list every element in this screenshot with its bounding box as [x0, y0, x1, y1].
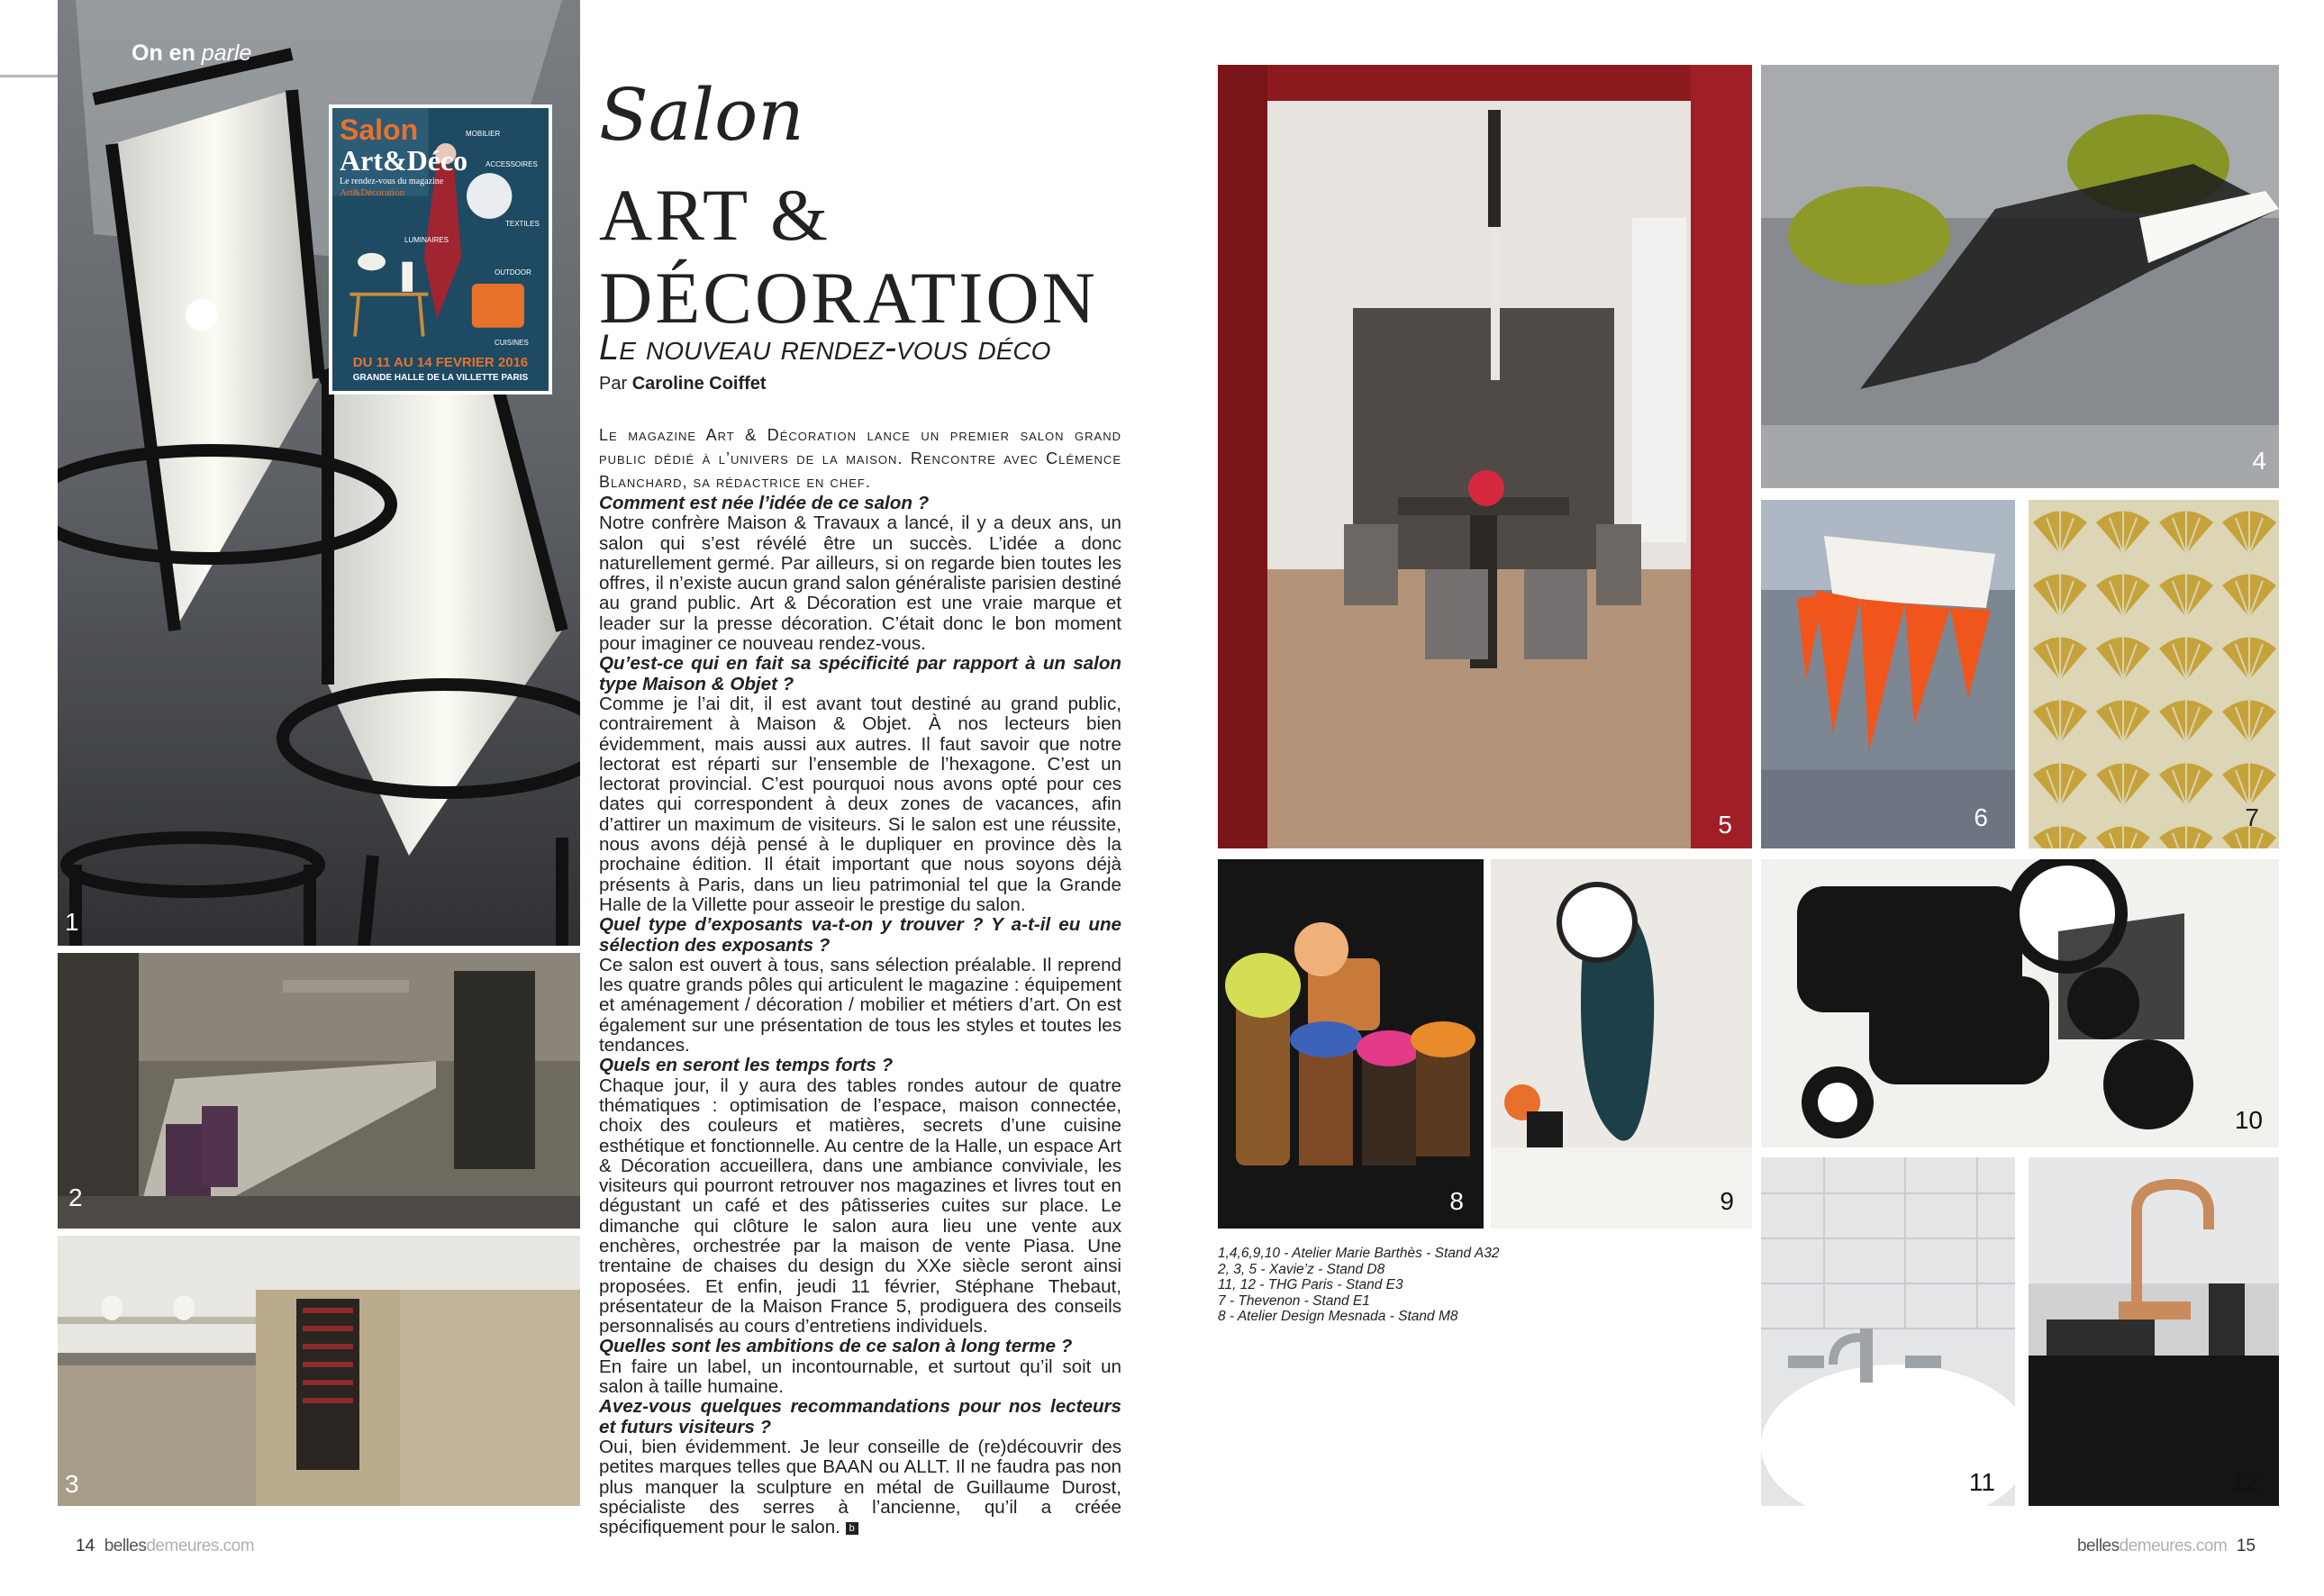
- answer-text: Oui, bien évidemment. Je leur conseille de (re)découvrir des petites marques telles que BAAN ou ALLT. Il ne faudra pas non plus manquer la sculpture en métal de Guillaume Durost, spécialiste des serres à l’ancienne, qu’il a créée spécifiquement pour le salon.: [599, 1436, 1121, 1538]
- page-number-right: 15: [2236, 1537, 2256, 1555]
- photo-10-black-lamps: [1761, 859, 2279, 1147]
- cover-category: MOBILIER: [466, 130, 501, 138]
- section-label-italic: parle: [201, 41, 252, 66]
- answer: Notre confrère Maison & Travaux a lancé, il y a deux ans, un salon qui s’est révélé être un succès. L’idée a donc naturellement germé. Par ailleurs, si on regarde bien toutes les offres, il n’existe aucun grand salon généraliste parisien destiné au grand public. Art & Décoration est une vraie marque et leader sur la presse décoration. C’était donc le bon moment pour imaginer ce nouveau rendez-vous.: [599, 512, 1121, 655]
- footer-brand-part-2: demeures.com: [2119, 1537, 2228, 1555]
- photo-number: 12: [2230, 1468, 2259, 1496]
- article-title: [599, 174, 1098, 340]
- photo-9-wall-light: [1491, 859, 1752, 1229]
- byline: [599, 374, 767, 394]
- photo-7-gold-wallpaper: [2029, 500, 2279, 848]
- article-title-line-3: DÉCORATION: [599, 257, 1098, 339]
- footer-left: [76, 1537, 254, 1556]
- photo-4-sofa-lamp: [1761, 65, 2279, 488]
- article-body: [599, 423, 1121, 1537]
- caption-line: 2, 3, 5 - Xavie’z - Stand D8: [1218, 1261, 1385, 1277]
- photo-6-orange-lamp: [1761, 500, 2015, 848]
- section-label-bold: On en: [132, 41, 195, 66]
- cover-brand: Art&Déco: [340, 144, 468, 177]
- photo-number: 10: [2234, 1106, 2263, 1134]
- footer-brand-part-2: demeures.com: [146, 1537, 255, 1555]
- caption-line: 11, 12 - THG Paris - Stand E3: [1218, 1277, 1403, 1292]
- article-title-salon: Salon: [599, 73, 804, 157]
- caption-line: 8 - Atelier Design Mesnada - Stand M8: [1218, 1309, 1458, 1324]
- article-lead: Le magazine Art & Décoration lance un premier salon grand public dédié à l’univers de la maison. Rencontre avec Clémence Blanchard, sa rédactrice en chef.: [599, 426, 1121, 491]
- header-rule: [0, 75, 59, 77]
- question: Comment est née l’idée de ce salon ?: [599, 493, 930, 513]
- footer-brand-part-1: belles: [2076, 1537, 2120, 1555]
- cover-venue: GRANDE HALLE DE LA VILLETTE PARIS: [352, 373, 529, 383]
- photo-number: 6: [1974, 803, 1988, 831]
- photo-2-kitchen: [58, 953, 580, 1229]
- photo-12-gold-faucet: [2029, 1157, 2279, 1506]
- photo-number: 2: [68, 1183, 83, 1211]
- photo-credits: [1218, 1246, 1499, 1325]
- cover-category: TEXTILES: [505, 220, 540, 228]
- cover-magazine: Art&Décoration: [340, 187, 405, 198]
- caption-line: 1,4,6,9,10 - Atelier Marie Barthès - Stand A32: [1218, 1246, 1500, 1261]
- answer: Chaque jour, il y aura des tables rondes autour de quatre thématiques : optimisation de l’espace, maison connectée, choix des couleurs et matières, secrets d’une cuisine esthétique et fonctionnelle. Au centre de la Halle, un espace Art & Décoration accueillera, dans une ambiance conviviale, les visiteurs qui pourront retrouver nos magazines et livres tout en dégustant un café et des pâtisseries cuites sur place. Le dimanche qui clôture le salon aura lieu une vente aux enchères, orchestrée par la maison de vente Piasa. Une trentaine de chaises du design du XXe siècle seront ainsi proposées. Et enfin, jeudi 11 février, Stéphane Thebaut, présentateur de la Maison France 5, prodiguera des conseils personnalisés au cours d’entretiens individuels.: [599, 1075, 1121, 1338]
- photo-11-faucet: [1761, 1157, 2015, 1506]
- byline-author: Caroline Coiffet: [631, 374, 767, 394]
- question: Quelles sont les ambitions de ce salon à long terme ?: [599, 1336, 1073, 1357]
- photo-number: 9: [1720, 1187, 1734, 1215]
- caption-line: 7 - Thevenon - Stand E1: [1218, 1292, 1370, 1309]
- photo-number: 11: [1968, 1468, 1995, 1496]
- photo-5-dining-room: [1218, 65, 1752, 848]
- salon-cover-inset: [329, 104, 552, 394]
- answer: [599, 1437, 1121, 1537]
- footer-brand-part-1: belles: [104, 1537, 147, 1555]
- question: Qu’est-ce qui en fait sa spécificité par rapport à un salon type Maison & Objet ?: [599, 653, 1121, 694]
- answer: Ce salon est ouvert à tous, sans sélection préalable. Il reprend les quatre grands pôles qui articulent le magazine : équipement et aménagement / décoration / mobilier et métiers d’art. On est également sur une présentation de tous les styles et toutes les tendances.: [599, 954, 1121, 1056]
- question: Avez-vous quelques recommandations pour nos lecteurs et futurs visiteurs ?: [599, 1396, 1121, 1437]
- article-subtitle: Le nouveau rendez-vous déco: [599, 328, 1051, 367]
- photo-number: 3: [65, 1470, 79, 1498]
- answer: En faire un label, un incontournable, et surtout qu’il soit un salon à taille humaine.: [599, 1356, 1121, 1398]
- cover-category: OUTDOOR: [495, 268, 531, 277]
- question: Quel type d’exposants va-t-on y trouver ? Y a-t-il eu une sélection des exposants ?: [599, 914, 1121, 956]
- cover-dates: DU 11 AU 14 FEVRIER 2016: [352, 355, 529, 370]
- photo-number: 7: [2245, 803, 2259, 831]
- cover-title: Salon: [340, 113, 419, 146]
- photo-number: 5: [1718, 811, 1732, 839]
- cover-category: CUISINES: [495, 339, 529, 347]
- end-mark-icon: b: [846, 1522, 858, 1535]
- cover-category: LUMINAIRES: [404, 236, 449, 244]
- page-number-left: 14: [76, 1537, 95, 1555]
- photo-8-stools: [1218, 859, 1484, 1229]
- photo-3-kitchen-wall: [58, 1236, 580, 1506]
- cover-tagline: Le rendez-vous du magazine: [340, 177, 444, 186]
- cover-category: ACCESSOIRES: [486, 160, 538, 168]
- answer: Comme je l’ai dit, il est avant tout destiné au grand public, contrairement à Maison & Objet. À nos lecteurs bien évidemment, mais aussi aux autres. Il faut savoir que notre lectorat est réparti sur l’ensemble de l’hexagone. C’est un lectorat provincial. C’est pourquoi nous avons opté pour ces dates qui correspondent à deux zones de vacances, afin d’attirer un maximum de visiteurs. Si le salon est une réussite, nous avons déjà pensé à le dupliquer en province dès la prochaine édition. Il était important que nous soyons déjà présents à Paris, dans un lieu patrimonial tel que la Grande Halle de la Villette pour asseoir le prestige du salon.: [599, 693, 1121, 915]
- article-title-line-2: ART &: [599, 174, 831, 256]
- footer-right: [2077, 1537, 2256, 1556]
- photo-number: 1: [65, 908, 79, 936]
- section-label: [132, 41, 251, 67]
- byline-prefix: Par: [599, 374, 628, 394]
- photo-number: 8: [1449, 1187, 1464, 1215]
- question: Quels en seront les temps forts ?: [599, 1055, 894, 1076]
- photo-number: 4: [2252, 447, 2266, 475]
